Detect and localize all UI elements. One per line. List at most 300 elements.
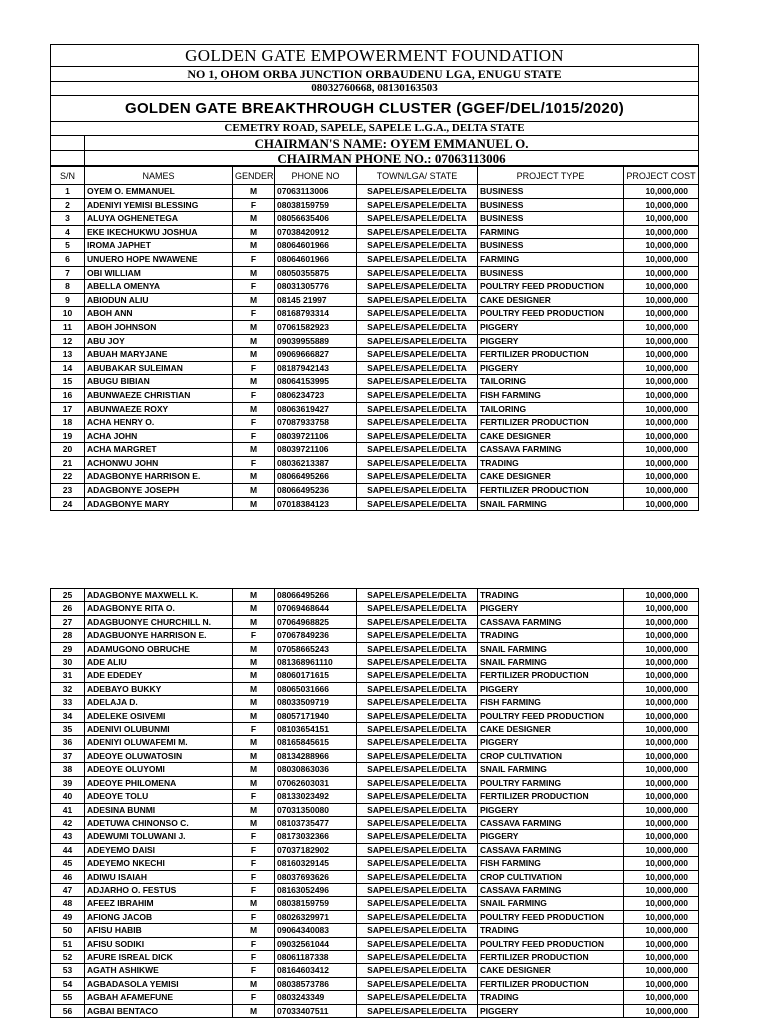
project-cost-cell: 10,000,000: [624, 266, 699, 280]
gender-cell: M: [233, 816, 275, 829]
project-type-cell: TAILORING: [478, 402, 624, 416]
phone-cell: 08056635406: [275, 212, 357, 226]
gender-cell: M: [233, 402, 275, 416]
project-type-cell: FERTILIZER PRODUCTION: [478, 669, 624, 682]
phone-cell: 08066495266: [275, 589, 357, 602]
sn-cell: 37: [51, 749, 85, 762]
name-cell: ADEBAYO BUKKY: [85, 682, 233, 695]
name-cell: ACHA JOHN: [85, 429, 233, 443]
town-cell: SAPELE/SAPELE/DELTA: [357, 334, 478, 348]
town-cell: SAPELE/SAPELE/DELTA: [357, 402, 478, 416]
table-row: [51, 763, 699, 776]
project-type-cell: PIGGERY: [478, 803, 624, 816]
town-cell: SAPELE/SAPELE/DELTA: [357, 656, 478, 669]
project-type-cell: PIGGERY: [478, 334, 624, 348]
project-type-cell: SNAIL FARMING: [478, 497, 624, 511]
sn-cell: 42: [51, 816, 85, 829]
phone-cell: 08038159759: [275, 897, 357, 910]
name-cell: ABUNWAEZE CHRISTIAN: [85, 388, 233, 402]
table-row: [51, 669, 699, 682]
table-row: [51, 991, 699, 1004]
project-cost-cell: 10,000,000: [624, 642, 699, 655]
project-type-cell: PIGGERY: [478, 682, 624, 695]
phone-cell: 09032561044: [275, 937, 357, 950]
phone-cell: 08066495236: [275, 484, 357, 498]
phone-cell: 08163052496: [275, 883, 357, 896]
project-type-cell: PIGGERY: [478, 736, 624, 749]
sn-cell: 26: [51, 602, 85, 615]
gender-cell: M: [233, 266, 275, 280]
sn-cell: 28: [51, 629, 85, 642]
project-type-cell: FARMING: [478, 225, 624, 239]
gender-cell: F: [233, 964, 275, 977]
project-type-cell: SNAIL FARMING: [478, 642, 624, 655]
town-cell: SAPELE/SAPELE/DELTA: [357, 307, 478, 321]
project-type-cell: SNAIL FARMING: [478, 763, 624, 776]
members-table-part-2: [50, 588, 699, 1018]
sn-cell: 2: [51, 198, 85, 212]
project-cost-cell: 10,000,000: [624, 950, 699, 963]
name-cell: ADEOYE OLUYOMI: [85, 763, 233, 776]
name-cell: ACHONWU JOHN: [85, 456, 233, 470]
project-type-cell: CASSAVA FARMING: [478, 443, 624, 457]
phone-cell: 07061582923: [275, 320, 357, 334]
town-cell: SAPELE/SAPELE/DELTA: [357, 225, 478, 239]
project-cost-cell: 10,000,000: [624, 320, 699, 334]
phone-cell: 08039721106: [275, 429, 357, 443]
phone-cell: 07063113006: [275, 185, 357, 199]
town-cell: SAPELE/SAPELE/DELTA: [357, 669, 478, 682]
table-row: [51, 225, 699, 239]
document-header: [50, 44, 699, 166]
name-cell: AFISU HABIB: [85, 924, 233, 937]
phone-cell: 0806234723: [275, 388, 357, 402]
project-type-cell: TRADING: [478, 456, 624, 470]
gender-cell: F: [233, 857, 275, 870]
table-row: [51, 429, 699, 443]
town-cell: SAPELE/SAPELE/DELTA: [357, 749, 478, 762]
table-row: [51, 803, 699, 816]
sn-cell: 56: [51, 1004, 85, 1017]
project-cost-cell: 10,000,000: [624, 470, 699, 484]
gender-cell: F: [233, 843, 275, 856]
sn-cell: 55: [51, 991, 85, 1004]
column-header-row: [51, 167, 699, 185]
sn-cell: 33: [51, 696, 85, 709]
town-cell: SAPELE/SAPELE/DELTA: [357, 1004, 478, 1017]
gender-cell: F: [233, 388, 275, 402]
project-type-cell: CAKE DESIGNER: [478, 470, 624, 484]
project-cost-cell: 10,000,000: [624, 629, 699, 642]
sn-cell: 38: [51, 763, 85, 776]
sn-cell: 47: [51, 883, 85, 896]
gender-cell: M: [233, 348, 275, 362]
town-cell: SAPELE/SAPELE/DELTA: [357, 320, 478, 334]
town-cell: SAPELE/SAPELE/DELTA: [357, 361, 478, 375]
gender-cell: M: [233, 212, 275, 226]
phone-cell: 08038159759: [275, 198, 357, 212]
name-cell: ADEYEMO DAISI: [85, 843, 233, 856]
table-row: [51, 843, 699, 856]
sn-cell: 31: [51, 669, 85, 682]
table-row: [51, 629, 699, 642]
name-cell: AFURE ISREAL DICK: [85, 950, 233, 963]
name-cell: AGBADASOLA YEMISI: [85, 977, 233, 990]
table-row: [51, 293, 699, 307]
project-type-cell: BUSINESS: [478, 198, 624, 212]
gender-cell: F: [233, 629, 275, 642]
name-cell: AGBAH AFAMEFUNE: [85, 991, 233, 1004]
project-type-cell: FERTILIZER PRODUCTION: [478, 416, 624, 430]
name-cell: ABUNWAEZE ROXY: [85, 402, 233, 416]
table-row: [51, 402, 699, 416]
table-row: [51, 456, 699, 470]
gender-cell: F: [233, 830, 275, 843]
sn-cell: 3: [51, 212, 85, 226]
project-type-cell: BUSINESS: [478, 185, 624, 199]
project-cost-cell: 10,000,000: [624, 361, 699, 375]
table-row: [51, 239, 699, 253]
table-row: [51, 388, 699, 402]
project-cost-cell: 10,000,000: [624, 225, 699, 239]
name-cell: ADAGBONYE HARRISON E.: [85, 470, 233, 484]
town-cell: SAPELE/SAPELE/DELTA: [357, 897, 478, 910]
sn-cell: 36: [51, 736, 85, 749]
project-cost-cell: 10,000,000: [624, 1004, 699, 1017]
project-cost-cell: 10,000,000: [624, 589, 699, 602]
phone-cell: 08187942143: [275, 361, 357, 375]
project-cost-cell: 10,000,000: [624, 334, 699, 348]
phone-cell: 08134288966: [275, 749, 357, 762]
sn-cell: 18: [51, 416, 85, 430]
name-cell: ABIODUN ALIU: [85, 293, 233, 307]
town-cell: SAPELE/SAPELE/DELTA: [357, 857, 478, 870]
project-type-cell: CASSAVA FARMING: [478, 615, 624, 628]
table-row: [51, 1004, 699, 1017]
table-row: [51, 776, 699, 789]
table-row: [51, 816, 699, 829]
table-row: [51, 682, 699, 695]
table-row: [51, 266, 699, 280]
town-cell: SAPELE/SAPELE/DELTA: [357, 790, 478, 803]
project-type-cell: TRADING: [478, 589, 624, 602]
town-cell: SAPELE/SAPELE/DELTA: [357, 950, 478, 963]
project-cost-cell: 10,000,000: [624, 388, 699, 402]
phone-cell: 08039721106: [275, 443, 357, 457]
table-row: [51, 950, 699, 963]
col-phone: PHONE NO: [275, 167, 357, 185]
gender-cell: F: [233, 456, 275, 470]
name-cell: ADAGBUONYE HARRISON E.: [85, 629, 233, 642]
project-type-cell: POULTRY FEED PRODUCTION: [478, 910, 624, 923]
name-cell: AFISU SODIKI: [85, 937, 233, 950]
town-cell: SAPELE/SAPELE/DELTA: [357, 375, 478, 389]
town-cell: SAPELE/SAPELE/DELTA: [357, 883, 478, 896]
org-name: GOLDEN GATE EMPOWERMENT FOUNDATION: [51, 45, 699, 67]
gender-cell: M: [233, 749, 275, 762]
town-cell: SAPELE/SAPELE/DELTA: [357, 470, 478, 484]
name-cell: ADENIYI YEMISI BLESSING: [85, 198, 233, 212]
gender-cell: F: [233, 723, 275, 736]
sn-cell: 32: [51, 682, 85, 695]
project-type-cell: FISH FARMING: [478, 696, 624, 709]
phone-cell: 07062603031: [275, 776, 357, 789]
name-cell: ADIWU ISAIAH: [85, 870, 233, 883]
phone-cell: 07067849236: [275, 629, 357, 642]
sn-cell: 17: [51, 402, 85, 416]
phone-cell: 08037693626: [275, 870, 357, 883]
project-cost-cell: 10,000,000: [624, 924, 699, 937]
project-type-cell: CROP CULTIVATION: [478, 870, 624, 883]
name-cell: ADAGBONYE RITA O.: [85, 602, 233, 615]
phone-cell: 07033407511: [275, 1004, 357, 1017]
sn-cell: 46: [51, 870, 85, 883]
table-row: [51, 470, 699, 484]
town-cell: SAPELE/SAPELE/DELTA: [357, 443, 478, 457]
sn-cell: 24: [51, 497, 85, 511]
gender-cell: M: [233, 642, 275, 655]
town-cell: SAPELE/SAPELE/DELTA: [357, 843, 478, 856]
table-row: [51, 348, 699, 362]
town-cell: SAPELE/SAPELE/DELTA: [357, 991, 478, 1004]
project-type-cell: SNAIL FARMING: [478, 656, 624, 669]
project-type-cell: CAKE DESIGNER: [478, 293, 624, 307]
table-row: [51, 857, 699, 870]
phone-cell: 08133023492: [275, 790, 357, 803]
town-cell: SAPELE/SAPELE/DELTA: [357, 682, 478, 695]
name-cell: ADESINA BUNMI: [85, 803, 233, 816]
gender-cell: M: [233, 497, 275, 511]
project-type-cell: FERTILIZER PRODUCTION: [478, 790, 624, 803]
sn-cell: 45: [51, 857, 85, 870]
town-cell: SAPELE/SAPELE/DELTA: [357, 212, 478, 226]
sn-cell: 49: [51, 910, 85, 923]
project-cost-cell: 10,000,000: [624, 375, 699, 389]
phone-cell: 07069468644: [275, 602, 357, 615]
phone-cell: 08145 21997: [275, 293, 357, 307]
gender-cell: F: [233, 883, 275, 896]
gender-cell: F: [233, 950, 275, 963]
project-type-cell: CROP CULTIVATION: [478, 749, 624, 762]
gender-cell: F: [233, 252, 275, 266]
sn-cell: 10: [51, 307, 85, 321]
sn-cell: 8: [51, 280, 85, 294]
project-type-cell: POULTRY FEED PRODUCTION: [478, 280, 624, 294]
phone-cell: 07064968825: [275, 615, 357, 628]
town-cell: SAPELE/SAPELE/DELTA: [357, 736, 478, 749]
name-cell: ADAGBONYE MARY: [85, 497, 233, 511]
project-type-cell: PIGGERY: [478, 602, 624, 615]
name-cell: ABUBAKAR SULEIMAN: [85, 361, 233, 375]
sn-cell: 50: [51, 924, 85, 937]
project-type-cell: SNAIL FARMING: [478, 897, 624, 910]
sn-cell: 15: [51, 375, 85, 389]
phone-cell: 08038573786: [275, 977, 357, 990]
phone-cell: 08026329971: [275, 910, 357, 923]
gender-cell: F: [233, 991, 275, 1004]
gender-cell: F: [233, 361, 275, 375]
gender-cell: F: [233, 307, 275, 321]
project-cost-cell: 10,000,000: [624, 669, 699, 682]
project-cost-cell: 10,000,000: [624, 857, 699, 870]
name-cell: ADEOYE PHILOMENA: [85, 776, 233, 789]
cluster-location: CEMETRY ROAD, SAPELE, SAPELE L.G.A., DELTA STATE: [51, 122, 699, 136]
name-cell: ADE EDEDEY: [85, 669, 233, 682]
phone-cell: 08103735477: [275, 816, 357, 829]
gender-cell: F: [233, 429, 275, 443]
project-cost-cell: 10,000,000: [624, 416, 699, 430]
project-type-cell: TRADING: [478, 991, 624, 1004]
sn-cell: 35: [51, 723, 85, 736]
sn-cell: 30: [51, 656, 85, 669]
gender-cell: F: [233, 280, 275, 294]
town-cell: SAPELE/SAPELE/DELTA: [357, 266, 478, 280]
phone-cell: 08165845615: [275, 736, 357, 749]
town-cell: SAPELE/SAPELE/DELTA: [357, 964, 478, 977]
members-table-part-1: [50, 166, 699, 511]
project-cost-cell: 10,000,000: [624, 402, 699, 416]
gender-cell: M: [233, 1004, 275, 1017]
table-row: [51, 320, 699, 334]
gender-cell: M: [233, 776, 275, 789]
sn-cell: 9: [51, 293, 85, 307]
col-sn: S/N: [51, 167, 85, 185]
phone-cell: 07031350080: [275, 803, 357, 816]
project-type-cell: CASSAVA FARMING: [478, 843, 624, 856]
table-row: [51, 212, 699, 226]
phone-cell: 08033509719: [275, 696, 357, 709]
project-type-cell: POULTRY FEED PRODUCTION: [478, 937, 624, 950]
table-row: [51, 937, 699, 950]
table-row: [51, 484, 699, 498]
sn-cell: 39: [51, 776, 85, 789]
phone-cell: 0803243349: [275, 991, 357, 1004]
project-cost-cell: 10,000,000: [624, 696, 699, 709]
town-cell: SAPELE/SAPELE/DELTA: [357, 696, 478, 709]
project-cost-cell: 10,000,000: [624, 307, 699, 321]
town-cell: SAPELE/SAPELE/DELTA: [357, 497, 478, 511]
project-type-cell: FARMING: [478, 252, 624, 266]
sn-cell: 52: [51, 950, 85, 963]
gender-cell: M: [233, 709, 275, 722]
town-cell: SAPELE/SAPELE/DELTA: [357, 830, 478, 843]
sn-cell: 16: [51, 388, 85, 402]
project-cost-cell: 10,000,000: [624, 429, 699, 443]
col-names: NAMES: [85, 167, 233, 185]
town-cell: SAPELE/SAPELE/DELTA: [357, 252, 478, 266]
table-row: [51, 723, 699, 736]
name-cell: ALUYA OGHENETEGA: [85, 212, 233, 226]
sn-cell: 22: [51, 470, 85, 484]
name-cell: OBI WILLIAM: [85, 266, 233, 280]
name-cell: ADELAJA D.: [85, 696, 233, 709]
gender-cell: M: [233, 375, 275, 389]
name-cell: ADETUWA CHINONSO C.: [85, 816, 233, 829]
town-cell: SAPELE/SAPELE/DELTA: [357, 239, 478, 253]
project-type-cell: BUSINESS: [478, 239, 624, 253]
project-type-cell: CAKE DESIGNER: [478, 964, 624, 977]
project-cost-cell: 10,000,000: [624, 964, 699, 977]
table-row: [51, 977, 699, 990]
sn-cell: 12: [51, 334, 85, 348]
project-cost-cell: 10,000,000: [624, 977, 699, 990]
gender-cell: M: [233, 225, 275, 239]
gender-cell: M: [233, 484, 275, 498]
table-row: [51, 964, 699, 977]
project-type-cell: BUSINESS: [478, 266, 624, 280]
sn-cell: 1: [51, 185, 85, 199]
project-cost-cell: 10,000,000: [624, 843, 699, 856]
town-cell: SAPELE/SAPELE/DELTA: [357, 776, 478, 789]
town-cell: SAPELE/SAPELE/DELTA: [357, 416, 478, 430]
town-cell: SAPELE/SAPELE/DELTA: [357, 280, 478, 294]
gender-cell: F: [233, 910, 275, 923]
table-row: [51, 830, 699, 843]
name-cell: ADEYEMO NKECHI: [85, 857, 233, 870]
name-cell: ABOH JOHNSON: [85, 320, 233, 334]
town-cell: SAPELE/SAPELE/DELTA: [357, 388, 478, 402]
table-row: [51, 252, 699, 266]
project-cost-cell: 10,000,000: [624, 602, 699, 615]
table-row: [51, 361, 699, 375]
table-row: [51, 416, 699, 430]
col-town: TOWN/LGA/ STATE: [357, 167, 478, 185]
gender-cell: M: [233, 293, 275, 307]
project-cost-cell: 10,000,000: [624, 723, 699, 736]
sn-cell: 48: [51, 897, 85, 910]
table-row: [51, 883, 699, 896]
page-gap: [50, 514, 698, 584]
town-cell: SAPELE/SAPELE/DELTA: [357, 456, 478, 470]
project-cost-cell: 10,000,000: [624, 252, 699, 266]
project-cost-cell: 10,000,000: [624, 790, 699, 803]
name-cell: ADAGBUONYE CHURCHILL N.: [85, 615, 233, 628]
table-row: [51, 307, 699, 321]
town-cell: SAPELE/SAPELE/DELTA: [357, 348, 478, 362]
table-row: [51, 749, 699, 762]
table-row: [51, 709, 699, 722]
name-cell: AGATH ASHIKWE: [85, 964, 233, 977]
name-cell: ABELLA OMENYA: [85, 280, 233, 294]
phone-cell: 08036213387: [275, 456, 357, 470]
sn-cell: 44: [51, 843, 85, 856]
table-row: [51, 497, 699, 511]
col-gender: GENDER: [233, 167, 275, 185]
sn-cell: 19: [51, 429, 85, 443]
sn-cell: 5: [51, 239, 85, 253]
table-row: [51, 280, 699, 294]
sn-cell: 14: [51, 361, 85, 375]
phone-cell: 08103654151: [275, 723, 357, 736]
project-type-cell: PIGGERY: [478, 361, 624, 375]
phone-cell: 081368961110: [275, 656, 357, 669]
project-type-cell: FERTILIZER PRODUCTION: [478, 950, 624, 963]
project-type-cell: POULTRY FEED PRODUCTION: [478, 709, 624, 722]
table-row: [51, 198, 699, 212]
org-phones: 08032760668, 08130163503: [51, 82, 699, 96]
sn-cell: 6: [51, 252, 85, 266]
town-cell: SAPELE/SAPELE/DELTA: [357, 803, 478, 816]
gender-cell: F: [233, 198, 275, 212]
town-cell: SAPELE/SAPELE/DELTA: [357, 723, 478, 736]
town-cell: SAPELE/SAPELE/DELTA: [357, 615, 478, 628]
sn-cell: 13: [51, 348, 85, 362]
sn-cell: 7: [51, 266, 85, 280]
gender-cell: M: [233, 924, 275, 937]
project-type-cell: FERTILIZER PRODUCTION: [478, 977, 624, 990]
chairman-name: CHAIRMAN'S NAME: OYEM EMMANUEL O.: [85, 136, 699, 151]
name-cell: ADJARHO O. FESTUS: [85, 883, 233, 896]
